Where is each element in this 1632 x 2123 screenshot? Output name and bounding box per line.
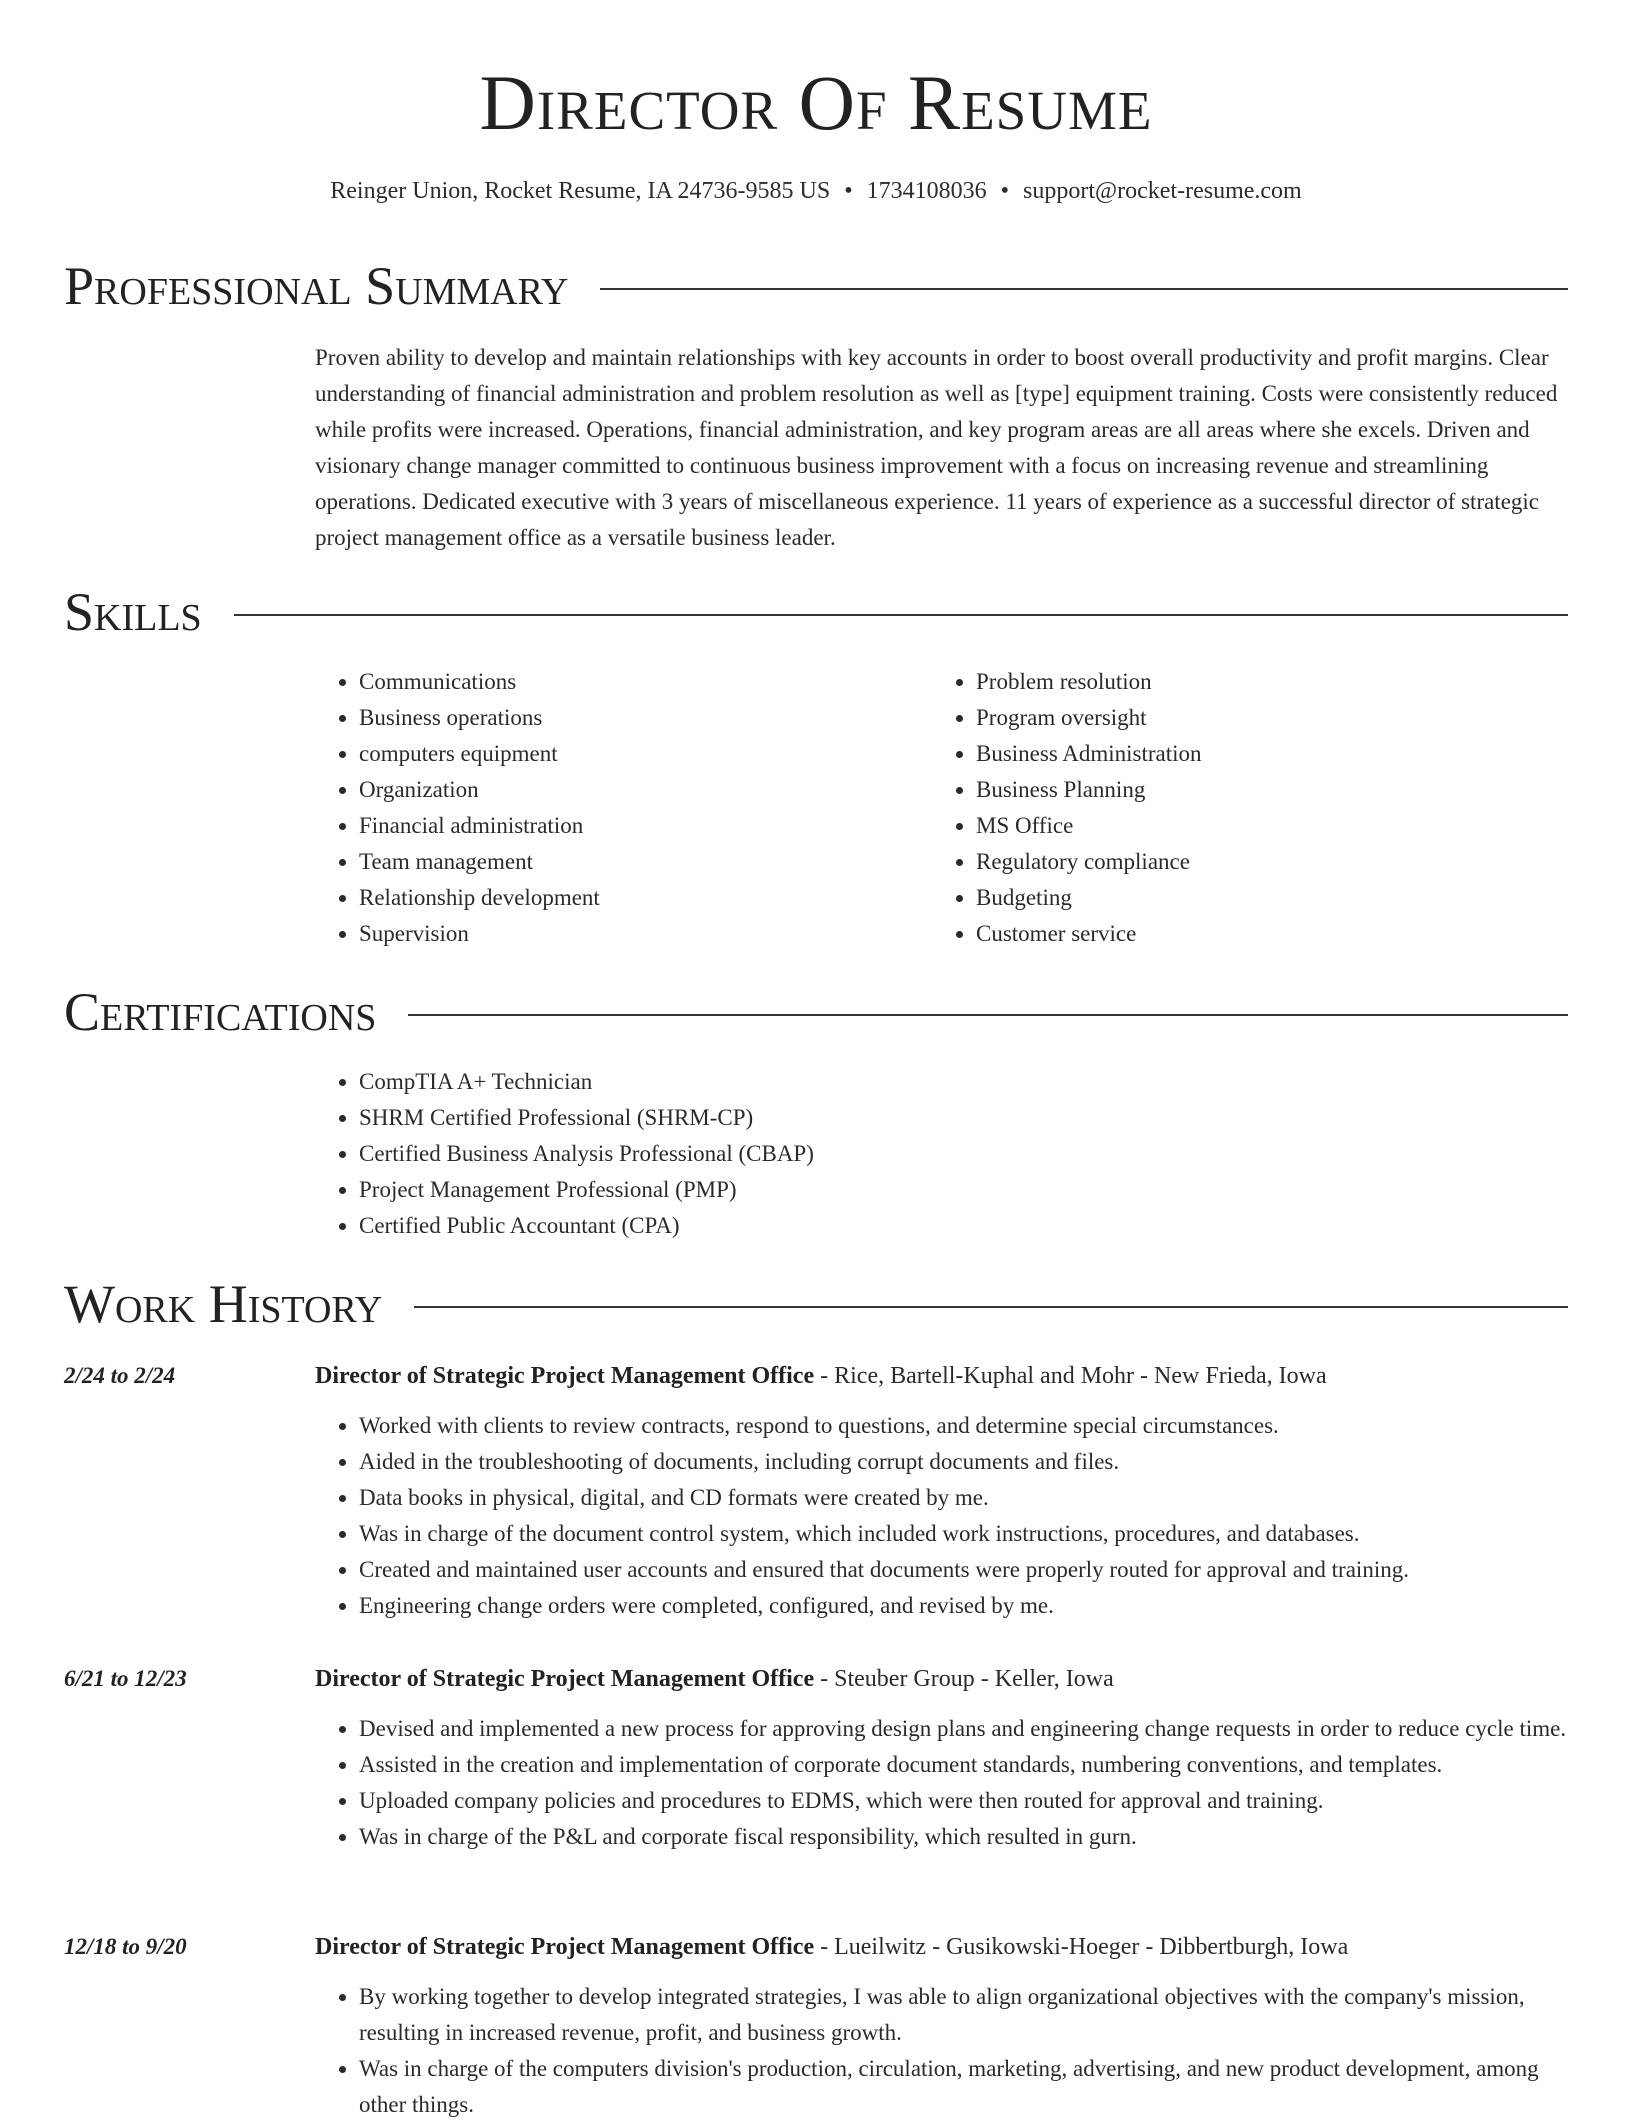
- work-section-title: Work History: [64, 1274, 383, 1334]
- job-bullet-item: • Devised and implemented a new process for approving design plans and engineering change requests in order to reduce cycle time.: [359, 1711, 1577, 1747]
- job-bullet-list: [315, 1979, 1577, 2123]
- job-company-location: - Rice, Bartell-Kuphal and Mohr - New Frieda, Iowa: [814, 1363, 1327, 1389]
- summary-section-title: Professional Summary: [64, 256, 569, 316]
- job-bullet-item: • Uploaded company policies and procedures to EDMS, which were then routed for approval and training.: [359, 1783, 1577, 1819]
- job-bullet-item: • Aided in the troubleshooting of documents, including corrupt documents and files.: [359, 1444, 1577, 1480]
- contact-address: Reinger Union, Rocket Resume, IA 24736-9585 US: [330, 178, 831, 204]
- summary-text: Proven ability to develop and maintain relationships with key accounts in order to boost overall productivity and profit margins. Clear understanding of financial administration and problem resolution as well as [type] equipment training. Costs were consistently reduced while profits were increased. Operations, financial administration, and key program areas are all areas where she excels. Driven and visionary change manager committed to continuous business improvement with a focus on increasing revenue and streamlining operations. Dedicated executive with 3 years of miscellaneous experience. 11 years of experience as a successful director of strategic project management office as a versatile business leader.: [315, 345, 1558, 550]
- summary-section-header: [64, 256, 1568, 316]
- job-bullet-item: • Was in charge of the computers division's production, circulation, marketing, advertising, and new product development, among other things.: [359, 2051, 1577, 2123]
- skills-section-header: [64, 582, 1568, 642]
- skill-item: • Organization: [359, 772, 600, 808]
- skills-section-title: Skills: [64, 582, 202, 642]
- skill-item: • Problem resolution: [976, 664, 1202, 700]
- contact-email[interactable]: support@rocket-resume.com: [1023, 178, 1302, 204]
- work-section-header: [64, 1274, 1568, 1334]
- skill-item: • Business Administration: [976, 736, 1202, 772]
- job-bullet-item: • Data books in physical, digital, and CD formats were created by me.: [359, 1480, 1577, 1516]
- job-bullet-item: • Was in charge of the P&L and corporate fiscal responsibility, which resulted in gurn.: [359, 1819, 1577, 1855]
- certification-item: • Project Management Professional (PMP): [359, 1172, 814, 1208]
- certifications-section-title: Certifications: [64, 982, 377, 1042]
- certification-item: • SHRM Certified Professional (SHRM-CP): [359, 1100, 814, 1136]
- certification-item: • Certified Public Accountant (CPA): [359, 1208, 814, 1244]
- contact-line: [0, 176, 1632, 206]
- job-dates: 6/21 to 12/23: [64, 1666, 187, 1691]
- section-divider: [414, 1306, 1568, 1308]
- certification-item: • Certified Business Analysis Professional (CBAP): [359, 1136, 814, 1172]
- job-bullet-list: [315, 1711, 1577, 1855]
- skill-item: • Business operations: [359, 700, 600, 736]
- job-company-location: - Lueilwitz - Gusikowski-Hoeger - Dibbertburgh, Iowa: [814, 1934, 1349, 1960]
- job-dates: 12/18 to 9/20: [64, 1934, 187, 1959]
- skill-item: • Business Planning: [976, 772, 1202, 808]
- contact-separator: •: [1000, 178, 1010, 204]
- job-title: Director of Strategic Project Management Office: [315, 1934, 815, 1960]
- section-divider: [234, 614, 1568, 616]
- skill-item: • Supervision: [359, 916, 600, 952]
- job-bullet-item: • Worked with clients to review contracts, respond to questions, and determine special circumstances.: [359, 1408, 1577, 1444]
- job-title: Director of Strategic Project Management Office: [315, 1666, 815, 1692]
- job-company-location: - Steuber Group - Keller, Iowa: [814, 1666, 1114, 1692]
- job-bullet-list: [315, 1408, 1577, 1624]
- skills-right-column: [932, 664, 1202, 952]
- section-divider: [600, 288, 1568, 290]
- job-title: Director of Strategic Project Management Office: [315, 1363, 815, 1389]
- job-bullet-item: • By working together to develop integrated strategies, I was able to align organizational objectives with the company's mission, resulting in increased revenue, profit, and business growth.: [359, 1979, 1577, 2051]
- skill-item: • Program oversight: [976, 700, 1202, 736]
- certification-item: • CompTIA A+ Technician: [359, 1064, 814, 1100]
- job-heading: [315, 1932, 1348, 1962]
- section-divider: [408, 1014, 1568, 1016]
- skill-item: • Regulatory compliance: [976, 844, 1202, 880]
- job-heading: [315, 1664, 1114, 1694]
- job-bullet-item: • Engineering change orders were completed, configured, and revised by me.: [359, 1588, 1577, 1624]
- job-bullet-item: • Was in charge of the document control system, which included work instructions, procedures, and databases.: [359, 1516, 1577, 1552]
- certifications-list: [315, 1064, 814, 1244]
- skill-item: • Team management: [359, 844, 600, 880]
- skill-item: • Financial administration: [359, 808, 600, 844]
- skill-item: • computers equipment: [359, 736, 600, 772]
- candidate-name: Director Of Resume: [479, 59, 1153, 146]
- contact-phone: 1734108036: [866, 178, 987, 204]
- contact-separator: •: [844, 178, 853, 204]
- skill-item: • Communications: [359, 664, 600, 700]
- job-bullet-item: • Assisted in the creation and implementation of corporate document standards, numbering conventions, and templates.: [359, 1747, 1577, 1783]
- skills-left-column: [315, 664, 600, 952]
- certifications-section-header: [64, 982, 1568, 1042]
- job-heading: [315, 1361, 1327, 1391]
- skill-item: • Customer service: [976, 916, 1202, 952]
- skill-item: • Budgeting: [976, 880, 1202, 916]
- job-dates: 2/24 to 2/24: [64, 1363, 176, 1388]
- skill-item: • MS Office: [976, 808, 1202, 844]
- job-bullet-item: • Created and maintained user accounts and ensured that documents were properly routed for approval and training.: [359, 1552, 1577, 1588]
- skill-item: • Relationship development: [359, 880, 600, 916]
